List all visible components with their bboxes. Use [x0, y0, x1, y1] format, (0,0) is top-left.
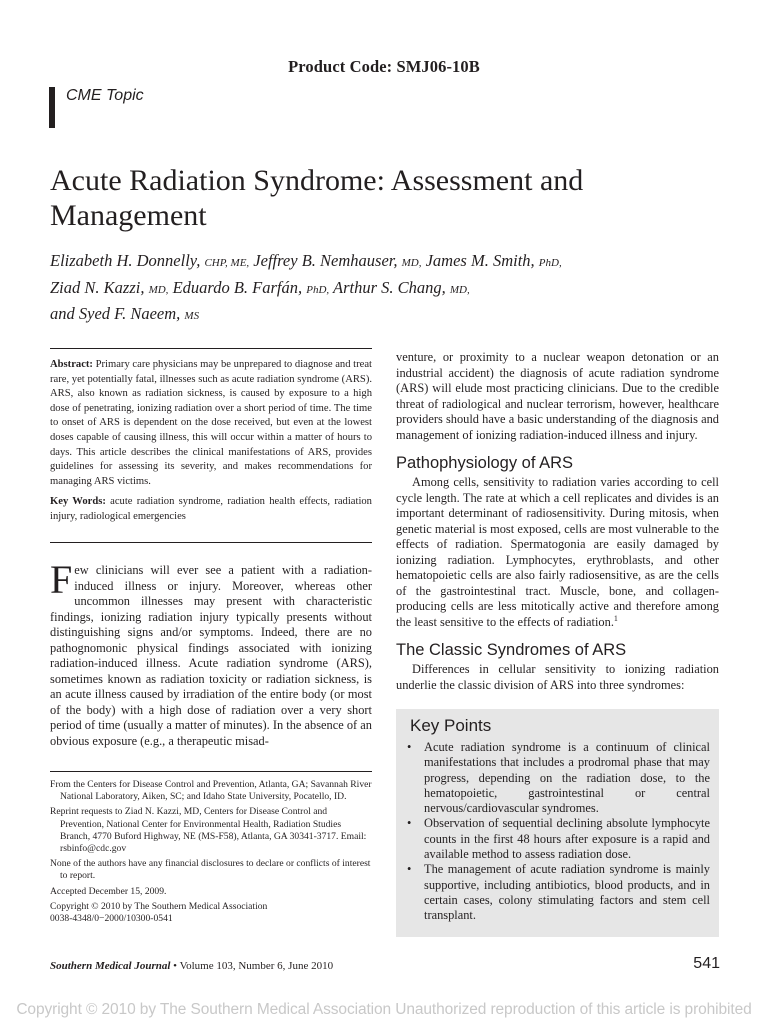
author-name: and Syed F. Naeem, [50, 304, 181, 323]
author-line-3 [50, 302, 690, 329]
section-marker-bar [49, 87, 55, 128]
bullet-icon: • [407, 816, 412, 831]
author-credential: MD, [148, 283, 169, 296]
key-point-item [404, 862, 710, 923]
article-title: Acute Radiation Syndrome: Assessment and Management [50, 164, 584, 232]
footnote-rule [50, 771, 372, 772]
footnote-disclosure: None of the authors have any financial disclosures to declare or conflicts of interest to report. [50, 858, 371, 882]
author-line-1 [50, 249, 690, 276]
keywords-paragraph [50, 495, 372, 524]
key-point-item [404, 816, 710, 862]
intro-continuation: venture, or proximity to a nuclear weapon detonation or an industrial accident) the diagnosis of acute radiation syndrome (ARS) will elude most practicing clinicians. Due to the credible threat of radiological and nuclear terrorism, however, healthcare providers should have a basic understanding of the diagnosis and management of ionizing radiation-induced illness and injury. [396, 350, 719, 442]
section-heading-classic-syndromes: The Classic Syndromes of ARS [396, 641, 627, 659]
author-credential: PhD, [306, 283, 330, 296]
key-points-title: Key Points [410, 716, 492, 735]
section-heading-pathophysiology: Pathophysiology of ARS [396, 454, 574, 472]
intro-text-block [50, 557, 372, 749]
author-name: Ziad N. Kazzi, [50, 277, 145, 297]
author-credential: MD, [401, 257, 422, 269]
journal-name: Southern Medical Journal [50, 960, 171, 972]
reference-marker: 1 [613, 613, 618, 623]
footnote-issn: 0038-4348/0−2000/10300-0541 [50, 913, 173, 925]
keywords-label: Key Words: [50, 496, 106, 508]
key-point-text: The management of acute radiation syndrome is mainly supportive, including antibiotics, blood products, and in certain cases, colony stimulating factors and stem cell transplant. [424, 862, 710, 923]
abstract-text: Primary care physicians may be unprepared to diagnose and treat rare, yet potentially fatal, illnesses such as acute radiation syndrome (ARS). ARS, also known as radiation sickness, is caused by exposure to a high dose of penetrating, ionizing radiation over a short period of time. The time to onset of ARS is dependent on the dose received, but even at the lowest doses capable of causing illness, this will occur within a matter of hours to days. This article describes the clinical manifestations of ARS, provides guidelines for assessing its severity, and makes recommendations for managing ARS victims. [50, 359, 372, 487]
pathophysiology-text: Among cells, sensitivity to radiation varies according to cell cycle length. The rate at which a cell replicates and divides is an important determinant of radiosensitivity. During mitosis, when genetic material is most exposed, cells are most vulnerable to the effects of radiation. Spermatogonia are easily damaged by ionizing radiation. Lymphocytes, erythroblasts, and other hematopoietic cells are also fairly radiosensitive, as are the cells of the gastrointestinal tract. Muscle, bone, and collagen-producing cells are less mitotically active and therefore among the least sensitive to the effects of radiation. [396, 475, 719, 629]
page-number: 541 [693, 955, 720, 972]
author-credential: MD, [449, 283, 470, 296]
bullet-icon: • [407, 862, 412, 877]
key-points-list [404, 740, 710, 924]
author-name: Jeffrey B. Nemhauser, [253, 251, 398, 270]
author-name: Arthur S. Chang, [333, 277, 446, 297]
author-credential: PhD, [538, 257, 562, 269]
abstract-top-rule [50, 348, 372, 349]
author-credential: CHP, ME, [204, 257, 250, 269]
author-line-2 [50, 276, 690, 303]
pathophysiology-paragraph [396, 475, 719, 630]
footnote-affiliation: From the Centers for Disease Control and Prevention, Atlanta, GA; Savannah River National Laboratory, Aiken, SC; and Idaho State University, Pocatello, ID. [50, 779, 372, 803]
product-code: Product Code: SMJ06-10B [288, 57, 480, 76]
abstract-bottom-rule [50, 542, 372, 543]
author-name: Elizabeth H. Donnelly, [50, 251, 201, 270]
section-label: CME Topic [66, 87, 144, 104]
key-point-text: Acute radiation syndrome is a continuum of clinical manifestations that includes a prodromal phase that may progress, depending on the radiation dose, to the hematopoietic, gastrointestinal or central nervous/cardiovascular syndromes. [424, 740, 710, 816]
classic-syndromes-paragraph: Differences in cellular sensitivity to ionizing radiation underlie the classic division of ARS into three syndromes: [396, 662, 719, 692]
author-list [50, 249, 690, 329]
drop-cap: F [50, 557, 73, 602]
author-credential: MS [184, 310, 200, 322]
key-point-item [404, 740, 710, 816]
abstract-label: Abstract: [50, 359, 93, 370]
journal-citation [50, 960, 333, 972]
footnote-reprints: Reprint requests to Ziad N. Kazzi, MD, Centers for Disease Control and Prevention, National Center for Environmental Health, Radiation Studies Branch, 4770 Buford Highway, NE (MS-F58), Atlanta, GA 30341-3717. Email: rsbinfo@cdc.gov [50, 806, 367, 855]
keywords-text: acute radiation syndrome, radiation health effects, radiation injury, radiological emergencies [50, 496, 372, 522]
right-column [396, 350, 719, 693]
footnotes [50, 779, 372, 928]
intro-paragraph [50, 557, 372, 749]
author-name: James M. Smith, [425, 251, 535, 270]
author-name: Eduardo B. Farfán, [172, 277, 303, 297]
abstract-paragraph [50, 358, 372, 489]
abstract [50, 358, 372, 531]
key-point-text: Observation of sequential declining absolute lymphocyte counts in the first 48 hours after exposure is a rapid and available method to assess radiation dose. [424, 816, 710, 862]
bullet-icon: • [407, 740, 412, 754]
footnote-accepted: Accepted December 15, 2009. [50, 885, 167, 897]
citation-separator: • [173, 960, 178, 972]
intro-text: ew clinicians will ever see a patient with a radiation-induced illness or injury. Moreover, whereas other uncommon illnesses may present with characteristic findings, ionizing radiation injury typically presents without distinguishing signs and/or symptoms. Indeed, there are no pathognomonic physical findings associated with ionizing radiation-induced illness. Acute radiation syndrome (ARS), sometimes known as radiation toxicity or radiation sickness, is an acute illness caused by irradiation of the entire body (or most of the body) with a high dose of radiation over a very short period of time (usually a matter of minutes). In the absence of an obvious exposure (e.g., a therapeutic misad- [50, 563, 372, 748]
journal-volume: Volume 103, Number 6, June 2010 [179, 960, 334, 972]
footnote-copyright: Copyright © 2010 by The Southern Medical Association [50, 900, 268, 912]
copyright-watermark: Copyright © 2010 by The Southern Medical Association Unauthorized reproduction of this article is prohibited [16, 1001, 752, 1018]
